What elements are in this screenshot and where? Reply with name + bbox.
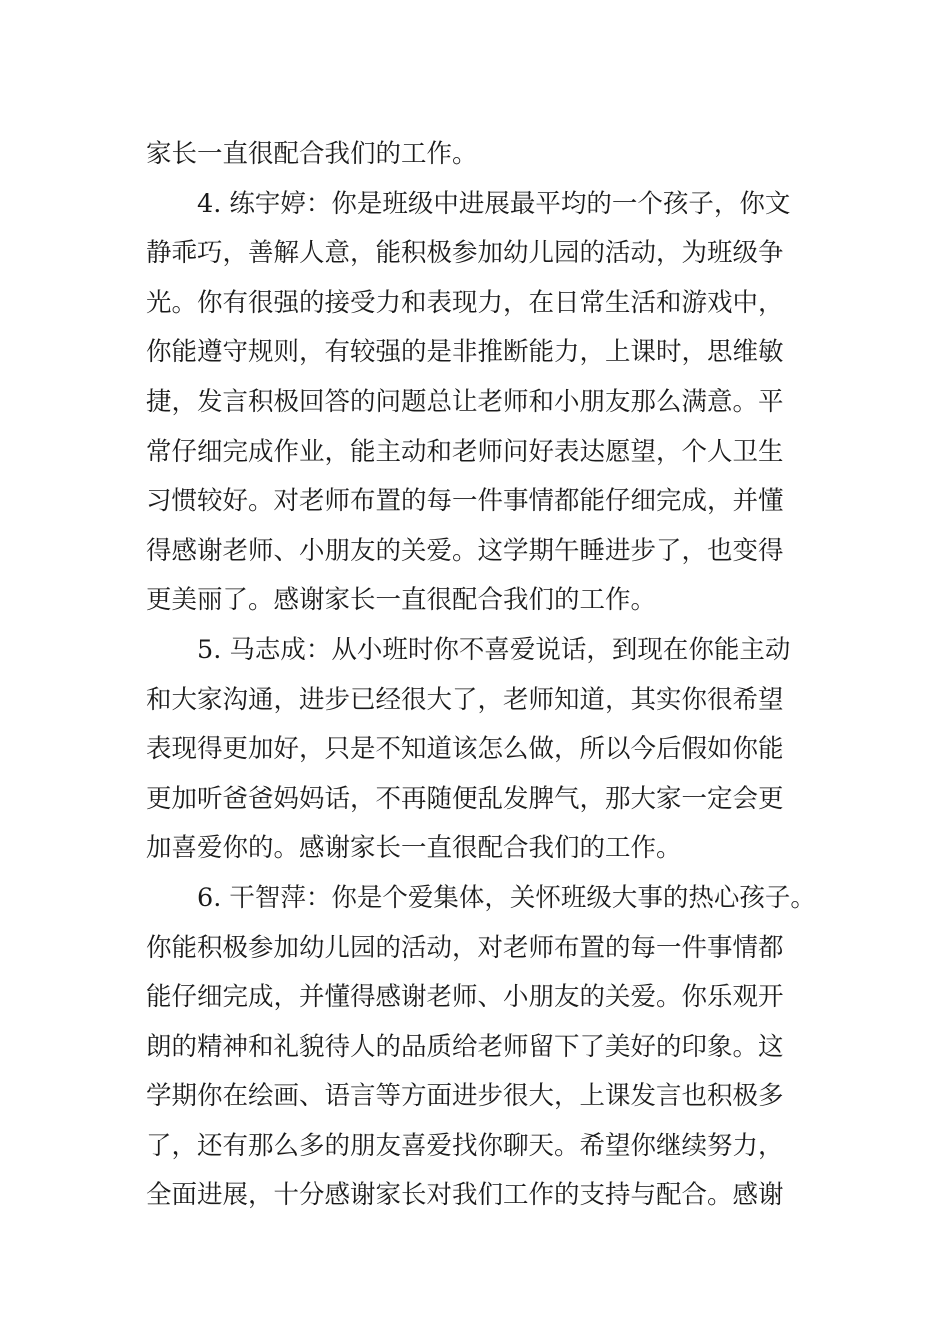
text-line: 更加听爸爸妈妈话，不再随便乱发脾气，那大家一定会更 — [146, 783, 784, 814]
text-line: 4. 练宇婷：你是班级中进展最平均的一个孩子，你文 — [197, 188, 791, 219]
text-line: 6. 干智萍：你是个爱集体，关怀班级大事的热心孩子。 — [197, 882, 816, 913]
text-line: 光。你有很强的接受力和表现力，在日常生活和游戏中， — [146, 287, 784, 318]
text-line: 和大家沟通，进步已经很大了，老师知道，其实你很希望 — [146, 684, 784, 715]
text-line: 常仔细完成作业，能主动和老师问好表达愿望，个人卫生 — [146, 436, 784, 467]
text-line: 静乖巧，善解人意，能积极参加幼儿园的活动，为班级争 — [146, 238, 784, 269]
text-line: 全面进展，十分感谢家长对我们工作的支持与配合。感谢 — [146, 1180, 784, 1211]
text-line: 得感谢老师、小朋友的关爱。这学期午睡进步了，也变得 — [146, 535, 784, 566]
text-line: 你能积极参加幼儿园的活动，对老师布置的每一件事情都 — [146, 932, 784, 963]
text-line: 5. 马志成：从小班时你不喜爱说话，到现在你能主动 — [197, 634, 791, 665]
text-line: 学期你在绘画、语言等方面进步很大，上课发言也积极多 — [146, 1081, 784, 1112]
text-line: 家长一直很配合我们的工作。 — [146, 139, 478, 169]
document-body — [146, 130, 826, 1221]
text-line: 表现得更加好，只是不知道该怎么做，所以今后假如你能 — [146, 734, 784, 765]
text-line: 朗的精神和礼貌待人的品质给老师留下了美好的印象。这 — [146, 1031, 784, 1062]
text-line: 更美丽了。感谢家长一直很配合我们的工作。 — [146, 585, 657, 616]
text-line: 捷，发言积极回答的问题总让老师和小朋友那么满意。平 — [146, 386, 784, 417]
text-line: 加喜爱你的。感谢家长一直很配合我们的工作。 — [146, 833, 682, 864]
text-line: 习惯较好。对老师布置的每一件事情都能仔细完成，并懂 — [146, 486, 784, 517]
text-line: 了，还有那么多的朋友喜爱找你聊天。希望你继续努力， — [146, 1130, 784, 1161]
text-line: 你能遵守规则，有较强的是非推断能力，上课时，思维敏 — [146, 337, 784, 368]
text-line: 能仔细完成，并懂得感谢老师、小朋友的关爱。你乐观开 — [146, 982, 784, 1013]
